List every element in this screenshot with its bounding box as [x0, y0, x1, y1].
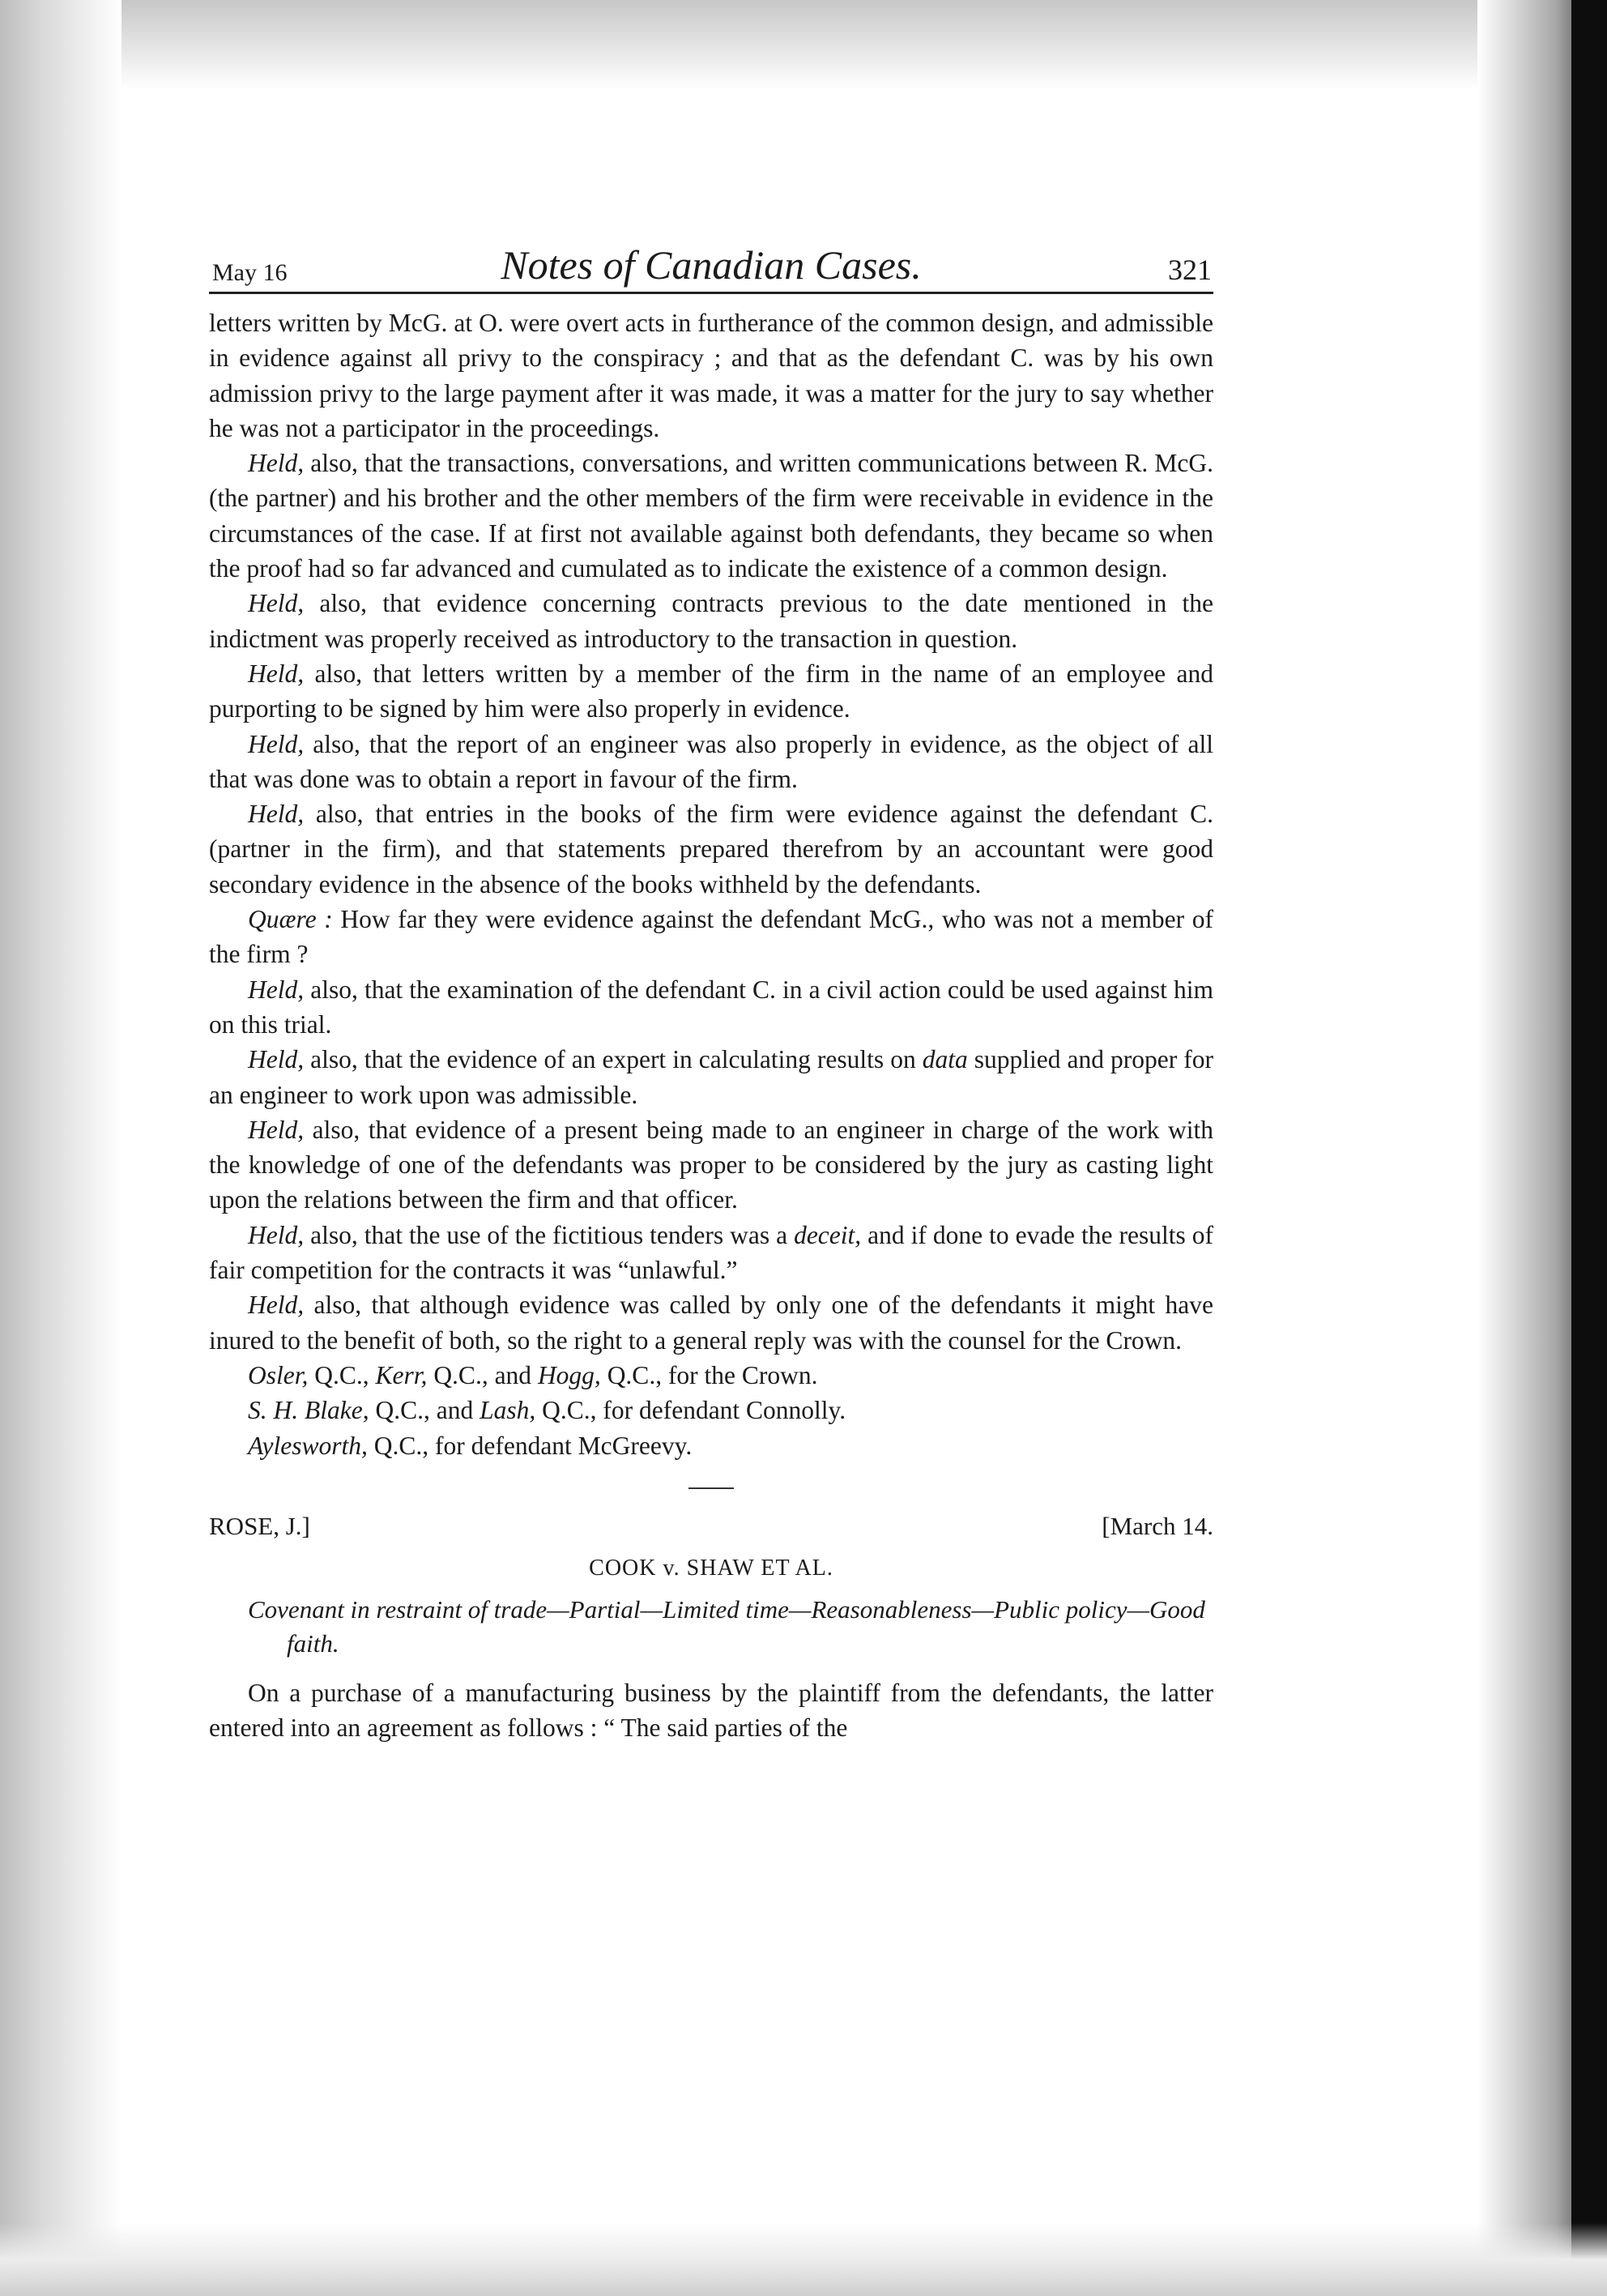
- scan-shadow-top: [0, 0, 1607, 89]
- held-paragraph: [209, 1042, 1213, 1112]
- counsel-name: Hogg,: [537, 1360, 601, 1389]
- paragraph-text: also, that entries in the books of the firm were evidence against the defendant C. (partner in the firm), and that statements prepared therefrom by an accountant were good secondary evidence in the absence of the books withheld by the defendants.: [209, 800, 1213, 898]
- header-date: May 16: [212, 259, 288, 286]
- scan-shadow-bottom: [0, 2223, 1607, 2296]
- section-divider: [688, 1487, 734, 1489]
- quaere-paragraph: [209, 902, 1213, 972]
- counsel-text: Q.C., for defendant McGreevy.: [367, 1431, 693, 1460]
- case-notes-body: [209, 305, 1213, 1463]
- counsel-line-connolly: [209, 1393, 1213, 1428]
- held-paragraph: [209, 972, 1213, 1043]
- held-lead: Held,: [248, 729, 305, 758]
- counsel-name: S. H. Blake,: [248, 1396, 369, 1425]
- running-header: [209, 235, 1213, 294]
- paragraph-text: letters written by McG. at O. were overt acts in furtherance of the common design, and admissible in evidence against all privy to the conspiracy ; and that as the defendant C. was by his own admission privy to the large payment after it was made, it was a matter for the jury to say whether he was not a participator in the proceedings.: [209, 309, 1213, 442]
- paragraph-text-tail: and if done to evade the results of fair competition for the contracts it was “unlawful.”: [209, 1220, 1213, 1285]
- paragraph-text: also, that the use of the fictitious tenders was a: [304, 1220, 795, 1249]
- held-lead: Held,: [248, 659, 305, 688]
- held-lead: Held,: [248, 1220, 305, 1249]
- paragraph-text: On a purchase of a manufacturing business by the plaintiff from the defendants, the latter entered into an agreement as follows : “ The said parties of the: [209, 1678, 1213, 1743]
- held-paragraph: [209, 796, 1213, 902]
- counsel-text: Q.C.,: [308, 1360, 376, 1389]
- counsel-text: Q.C., and: [427, 1360, 538, 1389]
- paragraph-text: also, that evidence concerning contracts previous to the date mentioned in the indictment was properly received as introductory to the transaction in question.: [209, 589, 1213, 653]
- case-headnote: Covenant in restraint of trade—Partial—Limited time—Reasonableness—Public policy—Good faith.: [248, 1594, 1205, 1658]
- counsel-text: Q.C., for the Crown.: [600, 1360, 818, 1389]
- counsel-name: Kerr,: [375, 1360, 428, 1389]
- italic-term: data: [922, 1045, 968, 1074]
- counsel-text: Q.C., for defendant Connolly.: [535, 1396, 846, 1425]
- held-paragraph: [209, 1218, 1213, 1288]
- paragraph-continuation: [209, 305, 1213, 446]
- held-lead: Held,: [248, 975, 305, 1004]
- paragraph-text: also, that the evidence of an expert in calculating results on: [304, 1045, 923, 1074]
- paragraph-text: also, that the examination of the defendant C. in a civil action could be used against him on this trial.: [209, 975, 1213, 1039]
- case-title: COOK v. SHAW ET AL.: [589, 1555, 833, 1581]
- counsel-name: Lash,: [480, 1396, 536, 1425]
- counsel-line-mcgreevy: [209, 1428, 1213, 1463]
- paragraph-text: also, that the transactions, conversations, and written communications between R. McG. (the partner) and his brother and the other members of the firm were receivable in evidence in the circumstances of the case. If at first not available against both defendants, they became so when the proof had so far advanced and cumulated as to indicate the existence of a common design.: [209, 449, 1213, 583]
- document-page: [209, 235, 1213, 1745]
- court-line: [209, 1512, 1213, 1551]
- held-lead: Held,: [248, 449, 305, 478]
- scan-binding-edge: [1571, 0, 1607, 2296]
- held-lead: Held,: [248, 1115, 305, 1144]
- held-paragraph: [209, 586, 1213, 656]
- judge-name: ROSE, J.]: [209, 1511, 310, 1540]
- decision-date: [March 14.: [1102, 1511, 1213, 1540]
- held-lead: Held,: [248, 1291, 305, 1320]
- paragraph-text: also, that the report of an engineer was also properly in evidence, as the object of all that was done was to obtain a report in favour of the firm.: [209, 729, 1213, 793]
- held-lead: Held,: [248, 589, 305, 618]
- counsel-text: Q.C., and: [369, 1396, 480, 1425]
- held-lead: Held,: [248, 1045, 305, 1074]
- held-paragraph: [209, 1287, 1213, 1358]
- page-number: 321: [1168, 254, 1212, 286]
- paragraph-text: also, that evidence of a present being made to an engineer in charge of the work with the knowledge of one of the defendants was proper to be considered by the jury as casting light upon the relations between the firm and that officer.: [209, 1115, 1213, 1214]
- italic-term: deceit,: [794, 1220, 862, 1249]
- scan-shadow-left: [0, 0, 121, 2296]
- header-title: Notes of Canadian Cases.: [501, 242, 922, 288]
- held-paragraph: [209, 1112, 1213, 1218]
- paragraph-text: also, that letters written by a member of the firm in the name of an employee and purporting to be signed by him were also properly in evidence.: [209, 659, 1213, 723]
- case-body: [209, 1675, 1213, 1746]
- counsel-line-crown: [209, 1358, 1213, 1393]
- paragraph-text-tail: supplied and proper for an engineer to work upon was admissible.: [209, 1045, 1213, 1109]
- counsel-name: Aylesworth,: [248, 1431, 368, 1460]
- held-paragraph: [209, 656, 1213, 727]
- held-paragraph: [209, 727, 1213, 797]
- counsel-name: Osler,: [248, 1360, 309, 1389]
- paragraph-text: How far they were evidence against the defendant McG., who was not a member of the firm ?: [209, 905, 1213, 969]
- held-lead: Held,: [248, 800, 305, 829]
- quaere-lead: Quære :: [248, 905, 333, 934]
- paragraph-text: also, that although evidence was called by only one of the defendants it might have inured to the benefit of both, so the right to a general reply was with the counsel for the Crown.: [209, 1291, 1213, 1355]
- held-paragraph: [209, 446, 1213, 586]
